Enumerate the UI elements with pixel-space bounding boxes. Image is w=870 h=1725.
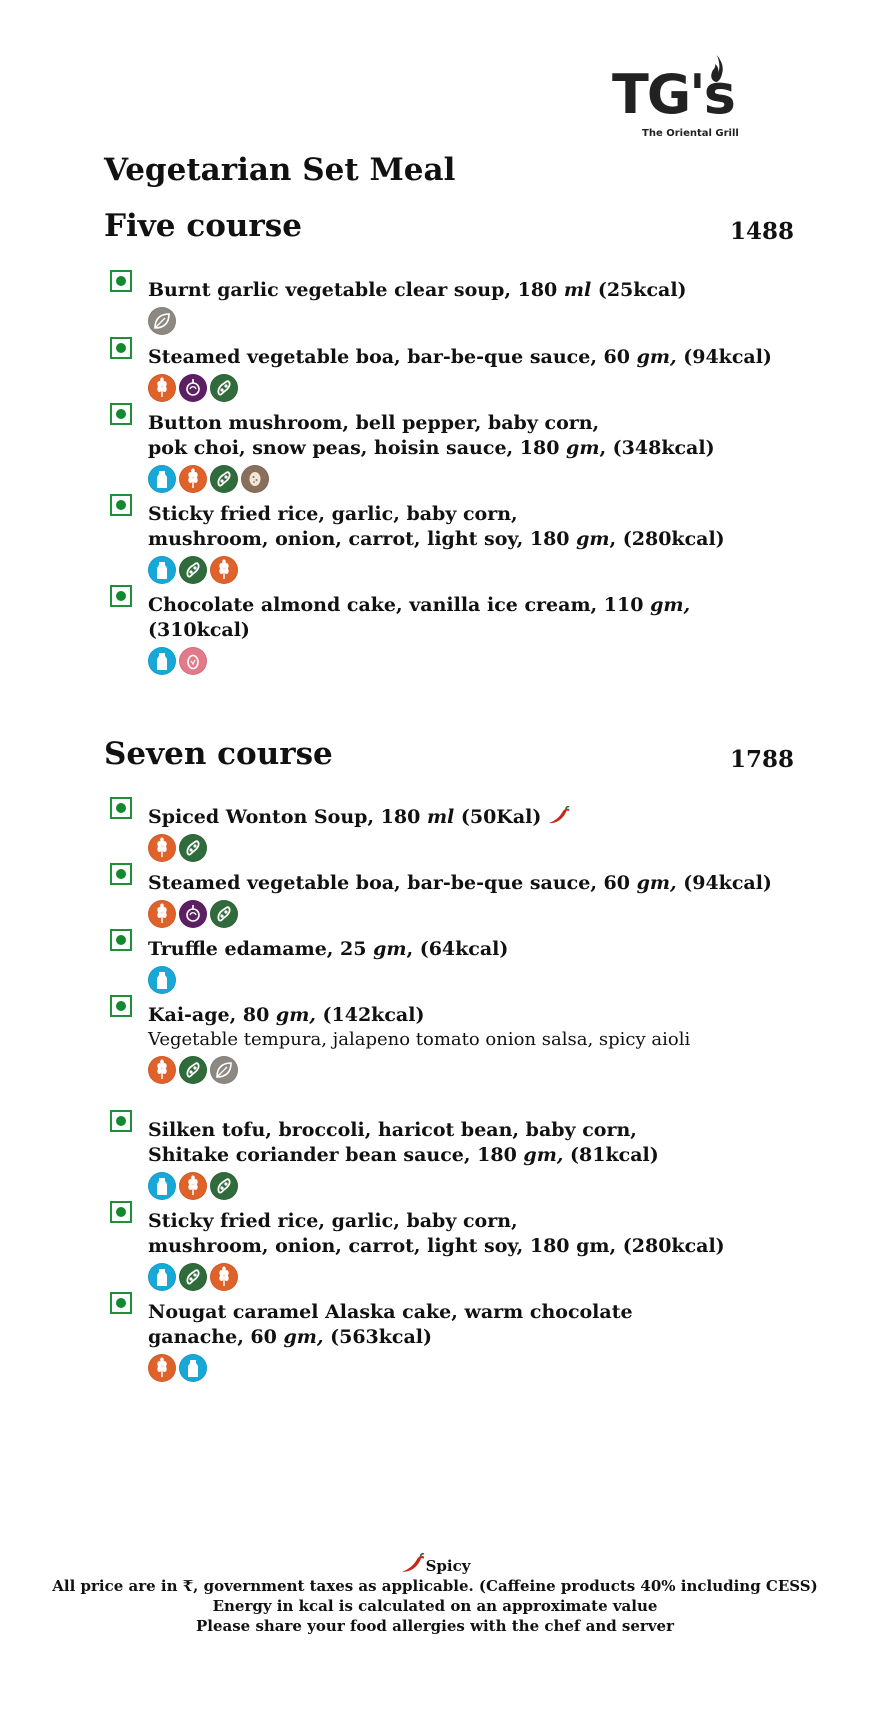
soy-allergen-icon: [210, 374, 238, 402]
menu-item-text: Kai-age, 80 gm, (142kcal): [148, 1004, 425, 1026]
soy-allergen-icon: [210, 1172, 238, 1200]
course-title-five: Five course: [104, 208, 302, 244]
allium-allergen-icon: [179, 900, 207, 928]
veg-mark-icon: [110, 1292, 132, 1314]
allergen-icons: [148, 374, 790, 404]
allergen-icons: [148, 834, 790, 864]
allergen-icons: [148, 1354, 790, 1384]
allergen-icons: [148, 465, 790, 495]
veg-mark-icon: [110, 797, 132, 819]
menu-item: [110, 270, 790, 337]
gluten-allergen-icon: [148, 900, 176, 928]
dairy-allergen-icon: [148, 966, 176, 994]
gluten-allergen-icon: [148, 1056, 176, 1084]
course-price-seven: 1788: [729, 746, 794, 773]
soy-allergen-icon: [210, 465, 238, 493]
energy-note: Energy in kcal is calculated on an approximate value: [212, 1597, 658, 1615]
menu-item-text: Chocolate almond cake, vanilla ice cream, 110 gm, (310kcal): [148, 594, 691, 641]
menu-item-description: Vegetable tempura, jalapeno tomato onion salsa, spicy aioli: [148, 1029, 691, 1050]
allergen-icons: [148, 647, 790, 677]
gluten-allergen-icon: [210, 1263, 238, 1291]
menu-item-text: Button mushroom, bell pepper, baby corn, pok choi, snow peas, hoisin sauce, 180 gm, (348kcal): [148, 412, 715, 459]
menu-item-text: Steamed vegetable boa, bar-be-que sauce, 60 gm, (94kcal): [148, 346, 772, 368]
allergen-icons: [148, 1172, 790, 1202]
veg-mark-icon: [110, 863, 132, 885]
allergen-icons: [148, 307, 790, 337]
menu-item-text: Steamed vegetable boa, bar-be-que sauce, 60 gm, (94kcal): [148, 872, 772, 894]
veg-mark-icon: [110, 1201, 132, 1223]
dairy-allergen-icon: [148, 465, 176, 493]
menu-item: [110, 1292, 790, 1384]
menu-item: [110, 929, 790, 996]
chili-pepper-icon: [547, 806, 571, 826]
gluten-allergen-icon: [179, 1172, 207, 1200]
gluten-allergen-icon: [148, 834, 176, 862]
veg-mark-icon: [110, 585, 132, 607]
dairy-allergen-icon: [148, 647, 176, 675]
gluten-allergen-icon: [148, 374, 176, 402]
menu-item: [110, 1110, 790, 1202]
menu-item-text: Sticky fried rice, garlic, baby corn, mushroom, onion, carrot, light soy, 180 gm, (280kcal): [148, 503, 725, 550]
leaf-allergen-icon: [210, 1056, 238, 1084]
allium-allergen-icon: [179, 374, 207, 402]
allergen-icons: [148, 1056, 790, 1086]
allergen-icons: [148, 556, 790, 586]
spicy-legend: [0, 1553, 870, 1576]
menu-item: [110, 1201, 790, 1293]
allergy-note: Please share your food allergies with the chef and server: [196, 1617, 674, 1635]
page-title: Vegetarian Set Meal: [104, 152, 456, 188]
chili-pepper-icon: [400, 1553, 426, 1575]
veg-mark-icon: [110, 1110, 132, 1132]
footer-notes: [0, 1553, 870, 1636]
leaf-allergen-icon: [148, 307, 176, 335]
egg-allergen-icon: [179, 647, 207, 675]
menu-item: [110, 863, 790, 930]
gluten-allergen-icon: [179, 465, 207, 493]
allergen-icons: [148, 1263, 790, 1293]
dairy-allergen-icon: [148, 556, 176, 584]
soy-allergen-icon: [179, 1056, 207, 1084]
veg-mark-icon: [110, 494, 132, 516]
menu-item: [110, 995, 790, 1086]
menu-item-text: Silken tofu, broccoli, haricot bean, baby corn, Shitake coriander bean sauce, 180 gm, (81kcal): [148, 1119, 659, 1166]
logo-brand: TG's: [612, 63, 734, 126]
course-title-seven: Seven course: [104, 736, 333, 772]
course-price-five: 1488: [729, 218, 794, 245]
gluten-allergen-icon: [148, 1354, 176, 1382]
dairy-allergen-icon: [148, 1172, 176, 1200]
allergen-icons: [148, 966, 790, 996]
restaurant-logo: [612, 48, 772, 144]
nut-allergen-icon: [241, 465, 269, 493]
soy-allergen-icon: [210, 900, 238, 928]
menu-item: [110, 797, 790, 864]
veg-mark-icon: [110, 270, 132, 292]
veg-mark-icon: [110, 995, 132, 1017]
veg-mark-icon: [110, 403, 132, 425]
menu-item-text: Nougat caramel Alaska cake, warm chocolate ganache, 60 gm, (563kcal): [148, 1301, 633, 1348]
dairy-allergen-icon: [179, 1354, 207, 1382]
menu-item-text: Burnt garlic vegetable clear soup, 180 ml (25kcal): [148, 279, 687, 301]
allergen-icons: [148, 900, 790, 930]
menu-item: [110, 585, 790, 677]
veg-mark-icon: [110, 337, 132, 359]
spicy-label: Spicy: [425, 1557, 471, 1575]
menu-item-text: Spiced Wonton Soup, 180 ml (50Kal): [148, 797, 790, 830]
soy-allergen-icon: [179, 556, 207, 584]
menu-item-text: Sticky fried rice, garlic, baby corn, mushroom, onion, carrot, light soy, 180 gm, (280kcal): [148, 1210, 725, 1257]
soy-allergen-icon: [179, 1263, 207, 1291]
logo-tagline: The Oriental Grill: [642, 128, 739, 139]
soy-allergen-icon: [179, 834, 207, 862]
dairy-allergen-icon: [148, 1263, 176, 1291]
gluten-allergen-icon: [210, 556, 238, 584]
price-note: All price are in ₹, government taxes as applicable. (Caffeine products 40% including CESS): [52, 1577, 818, 1595]
menu-item: [110, 494, 790, 586]
veg-mark-icon: [110, 929, 132, 951]
menu-item: [110, 403, 790, 495]
menu-item: [110, 337, 790, 404]
menu-item-text: Truffle edamame, 25 gm, (64kcal): [148, 938, 509, 960]
